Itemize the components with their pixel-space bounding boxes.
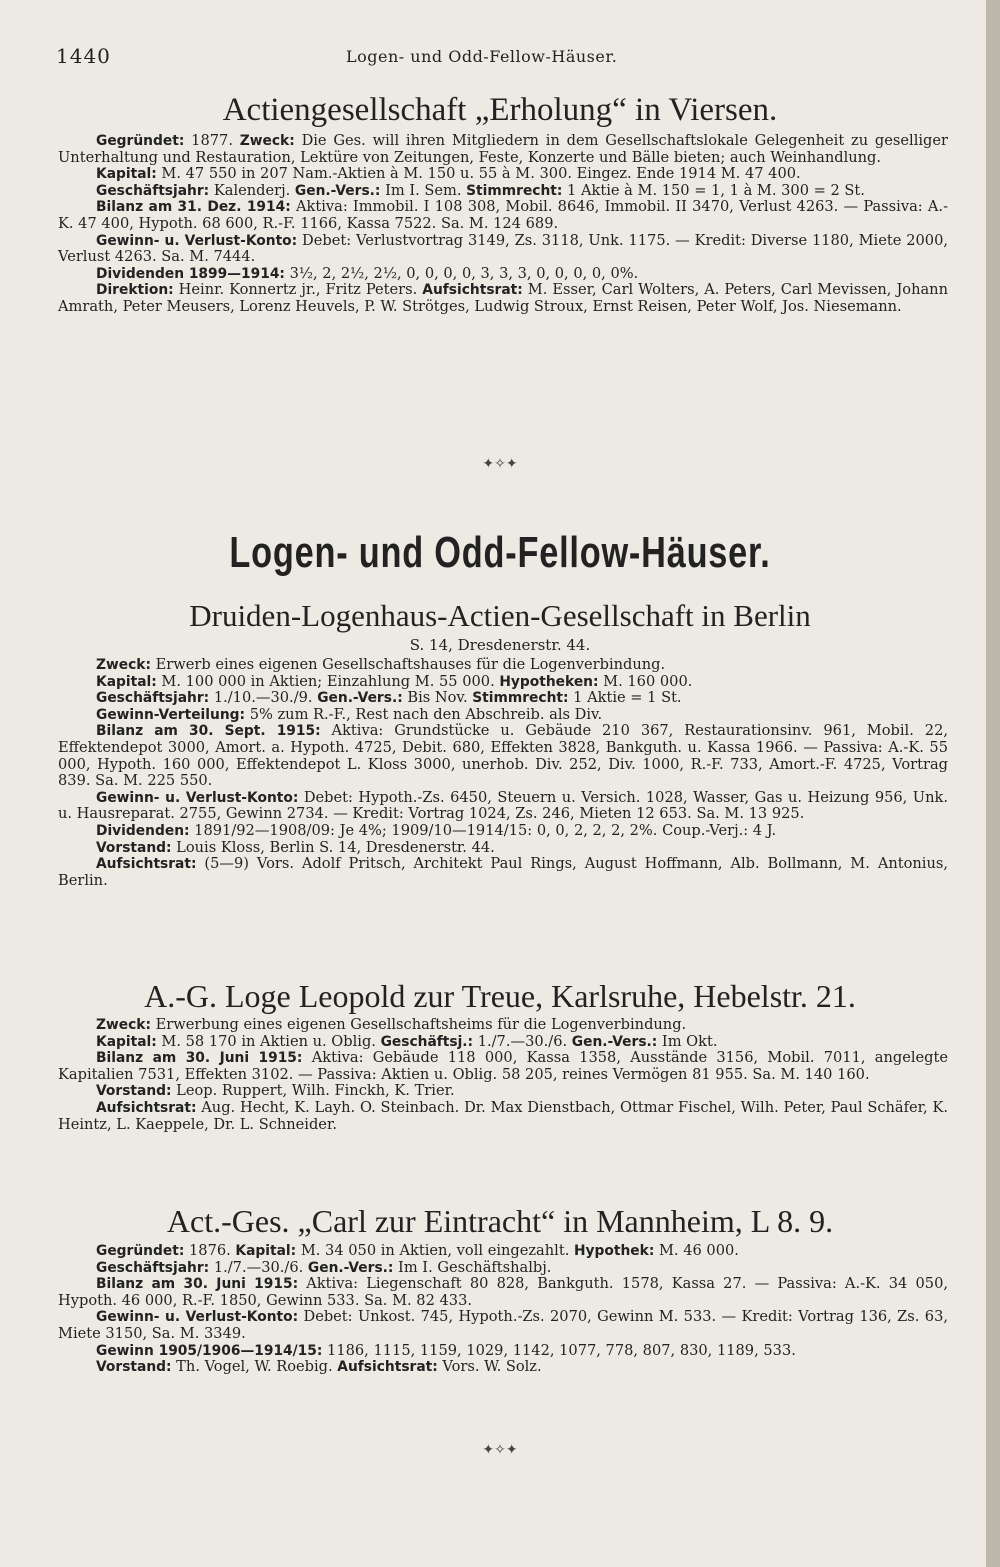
entry-paragraph — [58, 1083, 948, 1100]
entry-paragraph — [58, 1276, 948, 1309]
field-value: Erwerb eines eigenen Gesellschaftshauses für die Logenverbindung. — [150, 656, 666, 673]
entry-paragraph — [58, 183, 948, 200]
field-label: Hypotheken: — [499, 673, 599, 690]
section-body-druiden — [58, 657, 948, 889]
field-value: 1 Aktie = 1 St. — [568, 689, 682, 707]
section-title-erholung: Actiengesellschaft „Erholung“ in Viersen. — [222, 92, 778, 128]
field-label: Gegründet: — [96, 1243, 185, 1259]
field-value: Im I. Sem. — [380, 181, 467, 199]
field-label: Aufsichtsrat: — [96, 1099, 197, 1116]
field-label: Geschäftsjahr: — [96, 182, 210, 199]
field-value: 1186, 1115, 1159, 1029, 1142, 1077, 778, 807, 830, 1189, 533. — [322, 1341, 796, 1359]
field-label: Gegründet: — [96, 133, 185, 149]
section-title-druiden: Druiden-Logenhaus-Actien-Gesellschaft in Berlin — [189, 598, 811, 633]
field-label: Gewinn- u. Verlust-Konto: — [96, 232, 298, 249]
page-number: 1440 — [56, 44, 111, 68]
field-value: Aug. Hecht, K. Layh. O. Steinbach. Dr. Max Dienstbach, Ottmar Fischel, Wilh. Peter, Paul Schäfer, K. Heintz, L. Kaeppele, Dr. L. Schneider. — [58, 1098, 948, 1133]
entry-paragraph — [58, 690, 948, 707]
field-label: Bilanz am 30. Sept. 1915: — [96, 723, 321, 740]
field-value: 5% zum R.-F., Rest nach den Abschreib. als Div. — [245, 705, 603, 723]
field-value: Erwerbung eines eigenen Gesellschaftsheims für die Logenverbindung. — [150, 1016, 687, 1033]
field-label: Kapital: — [96, 673, 157, 690]
entry-paragraph — [58, 823, 948, 840]
field-value: Aktiva: Liegenschaft 80 828, Bankguth. 1578, Kassa 27. — Passiva: A.-K. 34 050, Hypoth. 46 000, R.-F. 1850, Gewinn 533. Sa. M. 82 433. — [58, 1275, 949, 1309]
field-label: Dividenden: — [96, 822, 190, 839]
field-label: Gen.-Vers.: — [317, 690, 403, 707]
entry-paragraph — [58, 840, 948, 857]
field-value: M. Esser, Carl Wolters, A. Peters, Carl Mevissen, Johann Amrath, Peter Meusers, Lorenz Heuvels, P. W. Strötges, Ludwig Stroux, Ernst Reisen, Peter Wolf, Jos. Niesemann. — [58, 281, 948, 315]
field-label: Stimmrecht: — [472, 690, 569, 707]
entry-paragraph — [58, 199, 948, 232]
field-value: 1./7.—30./6. — [473, 1032, 572, 1050]
entry-paragraph — [58, 1309, 948, 1342]
field-value: Louis Kloss, Berlin S. 14, Dresdenerstr. 44. — [171, 838, 495, 856]
field-label: Gewinn-Verteilung: — [96, 706, 246, 723]
field-value: Kalenderj. — [209, 181, 295, 199]
field-label: Gen.-Vers.: — [571, 1033, 658, 1050]
field-value: M. 160 000. — [598, 672, 693, 690]
field-value: Im Okt. — [657, 1032, 718, 1050]
field-label: Aufsichtsrat: — [422, 282, 523, 299]
ornament-divider: ✦✧✦ — [482, 456, 518, 472]
field-value: M. 100 000 in Aktien; Einzahlung M. 55 000. — [156, 672, 500, 690]
field-value: M. 46 000. — [654, 1242, 739, 1259]
field-label: Kapital: — [96, 166, 157, 183]
entry-paragraph — [58, 266, 948, 283]
field-value: Im I. Geschäftshalbj. — [393, 1258, 552, 1276]
field-value: 1 Aktie à M. 150 = 1, 1 à M. 300 = 2 St. — [562, 181, 865, 199]
entry-paragraph — [58, 282, 948, 315]
running-header — [56, 44, 936, 74]
field-label: Geschäftsjahr: — [96, 690, 210, 707]
entry-paragraph — [58, 1050, 948, 1083]
entry-paragraph — [58, 707, 948, 724]
entry-paragraph — [58, 1034, 948, 1051]
field-label: Vorstand: — [96, 1359, 172, 1376]
field-label: Zweck: — [96, 1017, 151, 1033]
field-value: Debet: Hypoth.-Zs. 6450, Steuern u. Versich. 1028, Wasser, Gas u. Heizung 956, Unk. u. Hausreparat. 2755, Gewinn 2734. — Kredit: Vortrag 1024, Zs. 246, Mieten 12 653. Sa. M. 13 925. — [58, 788, 948, 823]
ornament-divider-bottom: ✦✧✦ — [482, 1442, 518, 1458]
field-value: Aktiva: Immobil. I 108 308, Mobil. 8646, Immobil. II 3470, Verlust 4263. — Passiva: A.-K. 47 400, Hypoth. 68 600, R.-F. 1166, Kassa 7522. Sa. M. 124 689. — [58, 198, 949, 232]
field-value: M. 34 050 in Aktien, voll eingezahlt. — [296, 1242, 574, 1259]
field-label: Gen.-Vers.: — [307, 1259, 394, 1276]
field-label: Direktion: — [96, 282, 174, 299]
field-value: M. 47 550 in 207 Nam.-Aktien à M. 150 u. 55 à M. 300. Eingez. Ende 1914 M. 47 400. — [156, 165, 801, 183]
field-label: Gen.-Vers.: — [294, 182, 381, 199]
entry-paragraph — [58, 790, 948, 823]
field-value: Bis Nov. — [402, 689, 473, 707]
field-value: 1./7.—30./6. — [209, 1258, 308, 1276]
section-subtitle-druiden: S. 14, Dresdenerstr. 44. — [409, 636, 591, 654]
main-heading: Logen- und Odd-Fellow-Häuser. — [229, 528, 771, 577]
field-label: Dividenden 1899—1914: — [96, 265, 285, 282]
field-label: Zweck: — [239, 133, 295, 149]
entry-paragraph — [58, 723, 948, 789]
field-value: 1./10.—30./9. — [209, 689, 318, 707]
field-value: (5—9) Vors. Adolf Pritsch, Architekt Paul Rings, August Hoffmann, Alb. Bollmann, M. Antonius, Berlin. — [58, 855, 948, 889]
field-value: 1891/92—1908/09: Je 4%; 1909/10—1914/15: 0, 0, 2, 2, 2, 2%. Coup.-Verj.: 4 J. — [189, 821, 777, 839]
field-value: Die Ges. will ihren Mitgliedern in dem Gesellschaftslokale Gelegenheit zu geselliger Unterhaltung und Restauration, Lektüre von Zeitungen, Feste, Konzerte und Bälle bieten; auch Weinhandlung. — [58, 132, 948, 166]
entry-paragraph — [58, 233, 948, 266]
section-title-eintracht: Act.-Ges. „Carl zur Eintracht“ in Mannheim, L 8. 9. — [166, 1203, 834, 1239]
field-label: Kapital: — [235, 1243, 297, 1259]
field-label: Stimmrecht: — [466, 182, 563, 199]
entry-paragraph — [58, 1260, 948, 1277]
field-value: Debet: Verlustvortrag 3149, Zs. 3118, Unk. 1175. — Kredit: Diverse 1180, Miete 2000, Verlust 4263. Sa. M. 7444. — [58, 231, 948, 266]
section-title-leopold: A.-G. Loge Leopold zur Treue, Karlsruhe, Hebelstr. 21. — [144, 978, 856, 1014]
field-value: 1877. — [184, 132, 240, 149]
entry-paragraph — [58, 166, 948, 183]
entry-paragraph — [58, 1243, 948, 1260]
field-value: 1876. — [184, 1242, 236, 1259]
field-value: Aktiva: Gebäude 118 000, Kassa 1358, Ausstände 3156, Mobil. 7011, angelegte Kapitalien 7531, Effekten 3102. — Passiva: Aktien u. Oblig. 58 205, reines Vermögen 81 955. Sa. M. 140 160. — [58, 1049, 948, 1083]
field-label: Aufsichtsrat: — [337, 1359, 438, 1376]
field-label: Kapital: — [96, 1033, 157, 1050]
field-label: Vorstand: — [96, 839, 172, 856]
field-label: Geschäftsj.: — [380, 1033, 474, 1050]
field-value: Aktiva: Grundstücke u. Gebäude 210 367, Restaurationsinv. 961, Mobil. 22, Effektendepot 3000, Amort. a. Hypoth. 4725, Debit. 680, Effekten 3828, Bankguth. u. Kassa 1966. — Passiva: A.-K. 55 000, Hypoth. 160 000, Effektendepot L. Kloss 3000, unerhob. Div. 252, Div. 1000, R.-F. 733, Amort.-F. 4725, Vortrag 839. Sa. M. 225 550. — [58, 722, 948, 790]
field-label: Vorstand: — [96, 1083, 172, 1100]
entry-paragraph — [58, 657, 948, 674]
field-label: Aufsichtsrat: — [96, 856, 197, 873]
section-body-eintracht — [58, 1243, 948, 1376]
section-body-leopold — [58, 1017, 948, 1133]
field-label: Bilanz am 31. Dez. 1914: — [96, 199, 291, 216]
entry-paragraph — [58, 1017, 948, 1034]
section-body-erholung — [58, 133, 948, 316]
field-value: Leop. Ruppert, Wilh. Finckh, K. Trier. — [171, 1082, 455, 1100]
entry-paragraph — [58, 856, 948, 889]
field-value: Debet: Unkost. 745, Hypoth.-Zs. 2070, Gewinn M. 533. — Kredit: Vortrag 136, Zs. 63, Miete 3150, Sa. M. 3349. — [58, 1308, 948, 1342]
field-value: Vors. W. Solz. — [437, 1358, 542, 1376]
field-label: Gewinn- u. Verlust-Konto: — [96, 789, 299, 806]
field-value: Th. Vogel, W. Roebig. — [171, 1358, 338, 1376]
field-value: Heinr. Konnertz jr., Fritz Peters. — [173, 281, 423, 299]
field-label: Zweck: — [96, 657, 151, 673]
entry-paragraph — [58, 674, 948, 691]
entry-paragraph — [58, 1100, 948, 1133]
entry-paragraph — [58, 133, 948, 166]
field-label: Geschäftsjahr: — [96, 1259, 210, 1276]
field-value: M. 58 170 in Aktien u. Oblig. — [156, 1032, 381, 1050]
entry-paragraph — [58, 1359, 948, 1376]
field-value: 3½, 2, 2½, 2½, 0, 0, 0, 0, 3, 3, 3, 0, 0, 0, 0, 0%. — [284, 264, 639, 282]
running-title: Logen- und Odd-Fellow-Häuser. — [346, 47, 618, 66]
field-label: Gewinn- u. Verlust-Konto: — [96, 1309, 299, 1326]
field-label: Gewinn 1905/1906—1914/15: — [96, 1342, 323, 1359]
field-label: Bilanz am 30. Juni 1915: — [96, 1276, 299, 1293]
page-edge — [986, 0, 1000, 1567]
entry-paragraph — [58, 1343, 948, 1360]
field-label: Hypothek: — [573, 1243, 655, 1259]
field-label: Bilanz am 30. Juni 1915: — [96, 1050, 303, 1067]
